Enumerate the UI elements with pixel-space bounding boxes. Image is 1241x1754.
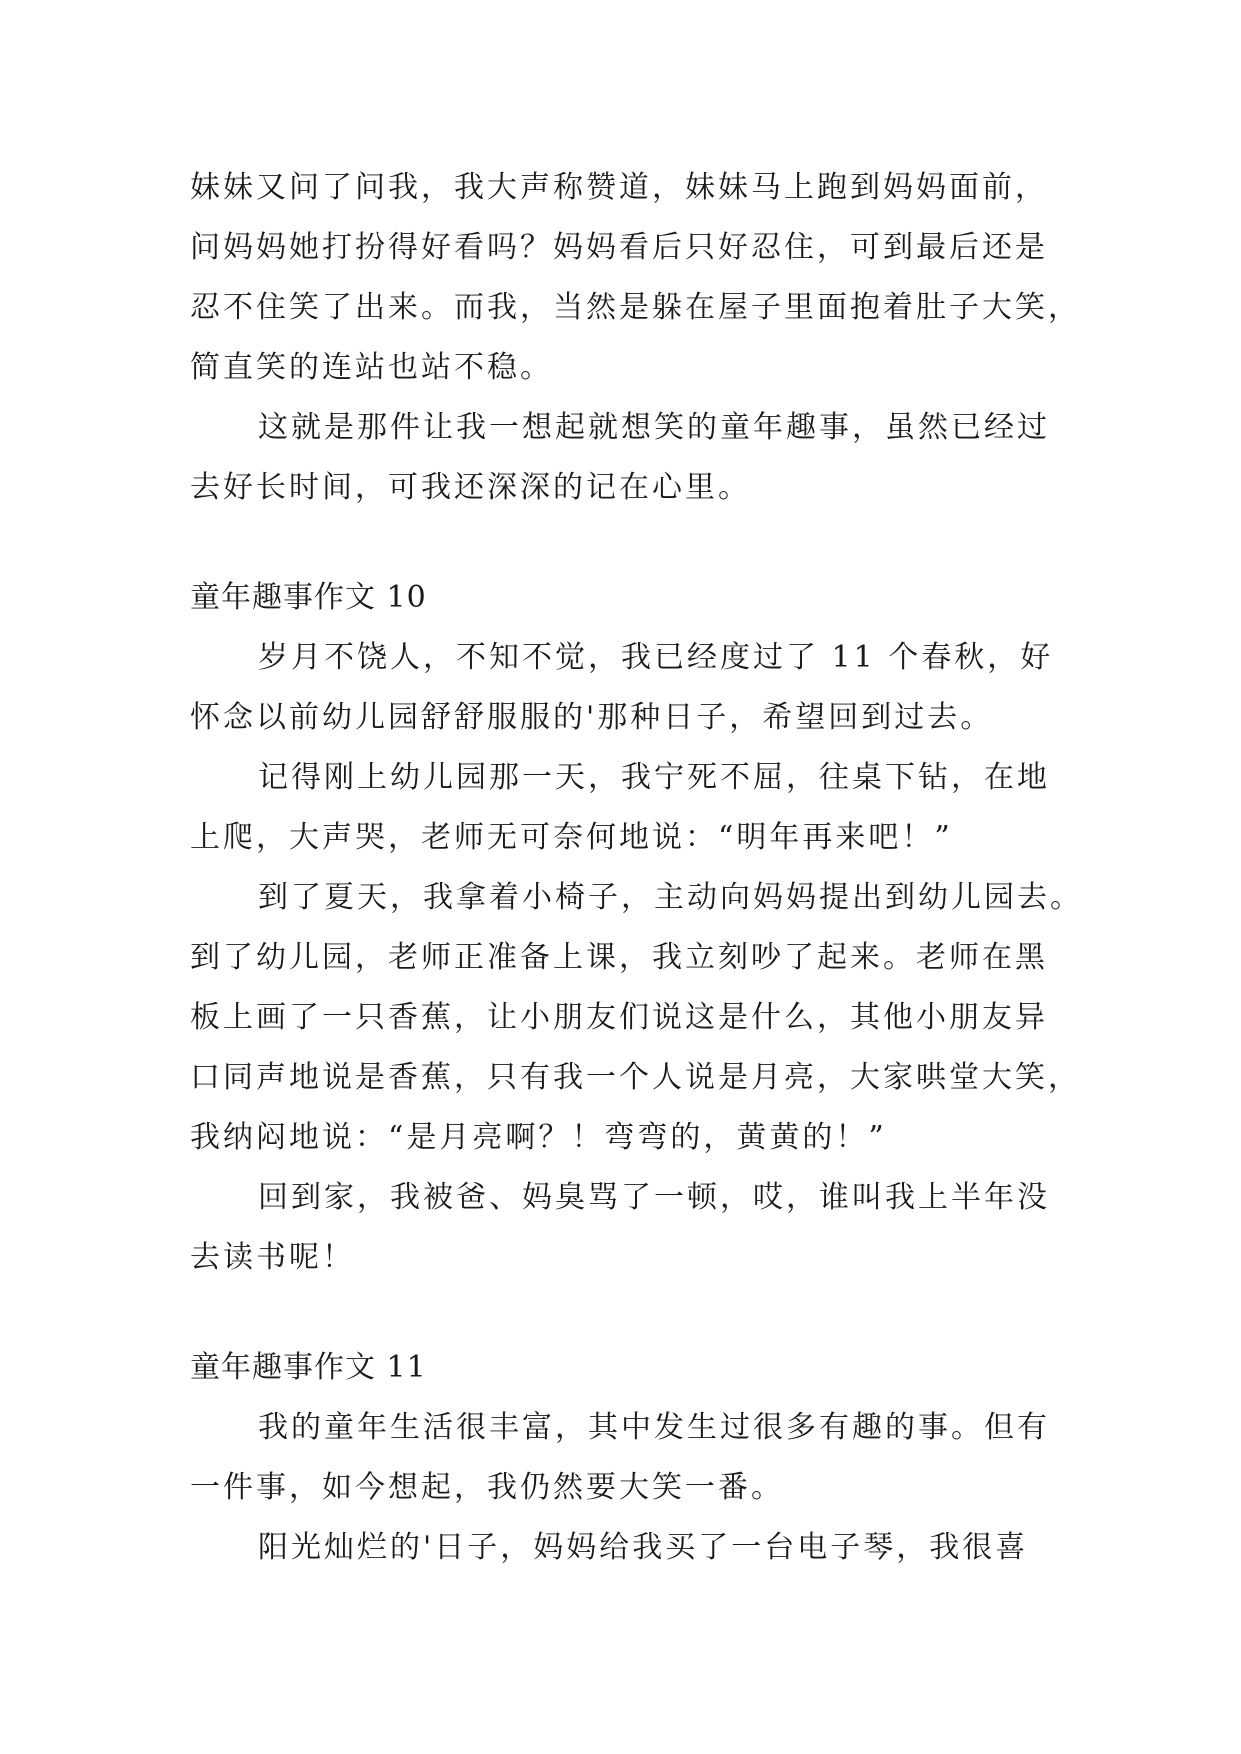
paragraph-line: 去好长时间，可我还深深的记在心里。: [190, 470, 751, 505]
paragraph-line: 简直笑的连站也站不稳。: [190, 350, 553, 385]
paragraph-line: 岁月不饶人，不知不觉，我已经度过了 11 个春秋，好: [258, 640, 1054, 675]
paragraph-line: 问妈妈她打扮得好看吗？妈妈看后只好忍住，可到最后还是: [190, 230, 1048, 265]
paragraph-line: 去读书呢！: [190, 1240, 355, 1275]
paragraph-line: 忍不住笑了出来。而我，当然是躲在屋子里面抱着肚子大笑，: [190, 290, 1081, 325]
paragraph-line: 上爬，大声哭，老师无可奈何地说：“明年再来吧！”: [190, 820, 953, 855]
paragraph-line: 一件事，如今想起，我仍然要大笑一番。: [190, 1470, 784, 1505]
section-heading: 童年趣事作文 11: [190, 1350, 427, 1385]
paragraph-line: 到了幼儿园，老师正准备上课，我立刻吵了起来。老师在黑: [190, 940, 1048, 975]
paragraph-line: 记得刚上幼儿园那一天，我宁死不屈，往桌下钻，在地: [258, 760, 1050, 795]
section-heading: 童年趣事作文 10: [190, 580, 427, 615]
paragraph-line: 怀念以前幼儿园舒舒服服的'那种日子，希望回到过去。: [190, 700, 994, 735]
paragraph-line: 阳光灿烂的'日子，妈妈给我买了一台电子琴，我很喜: [258, 1530, 1029, 1565]
paragraph-line: 我的童年生活很丰富，其中发生过很多有趣的事。但有: [258, 1410, 1050, 1445]
paragraph-line: 我纳闷地说：“是月亮啊？！弯弯的，黄黄的！”: [190, 1120, 887, 1155]
paragraph-line: 妹妹又问了问我，我大声称赞道，妹妹马上跑到妈妈面前，: [190, 170, 1048, 205]
paragraph-line: 板上画了一只香蕉，让小朋友们说这是什么，其他小朋友异: [190, 1000, 1048, 1035]
paragraph-line: 到了夏天，我拿着小椅子，主动向妈妈提出到幼儿园去。: [258, 880, 1083, 915]
paragraph-line: 回到家，我被爸、妈臭骂了一顿，哎，谁叫我上半年没: [258, 1180, 1050, 1215]
paragraph-line: 这就是那件让我一想起就想笑的童年趣事，虽然已经过: [258, 410, 1050, 445]
paragraph-line: 口同声地说是香蕉，只有我一个人说是月亮，大家哄堂大笑，: [190, 1060, 1081, 1095]
